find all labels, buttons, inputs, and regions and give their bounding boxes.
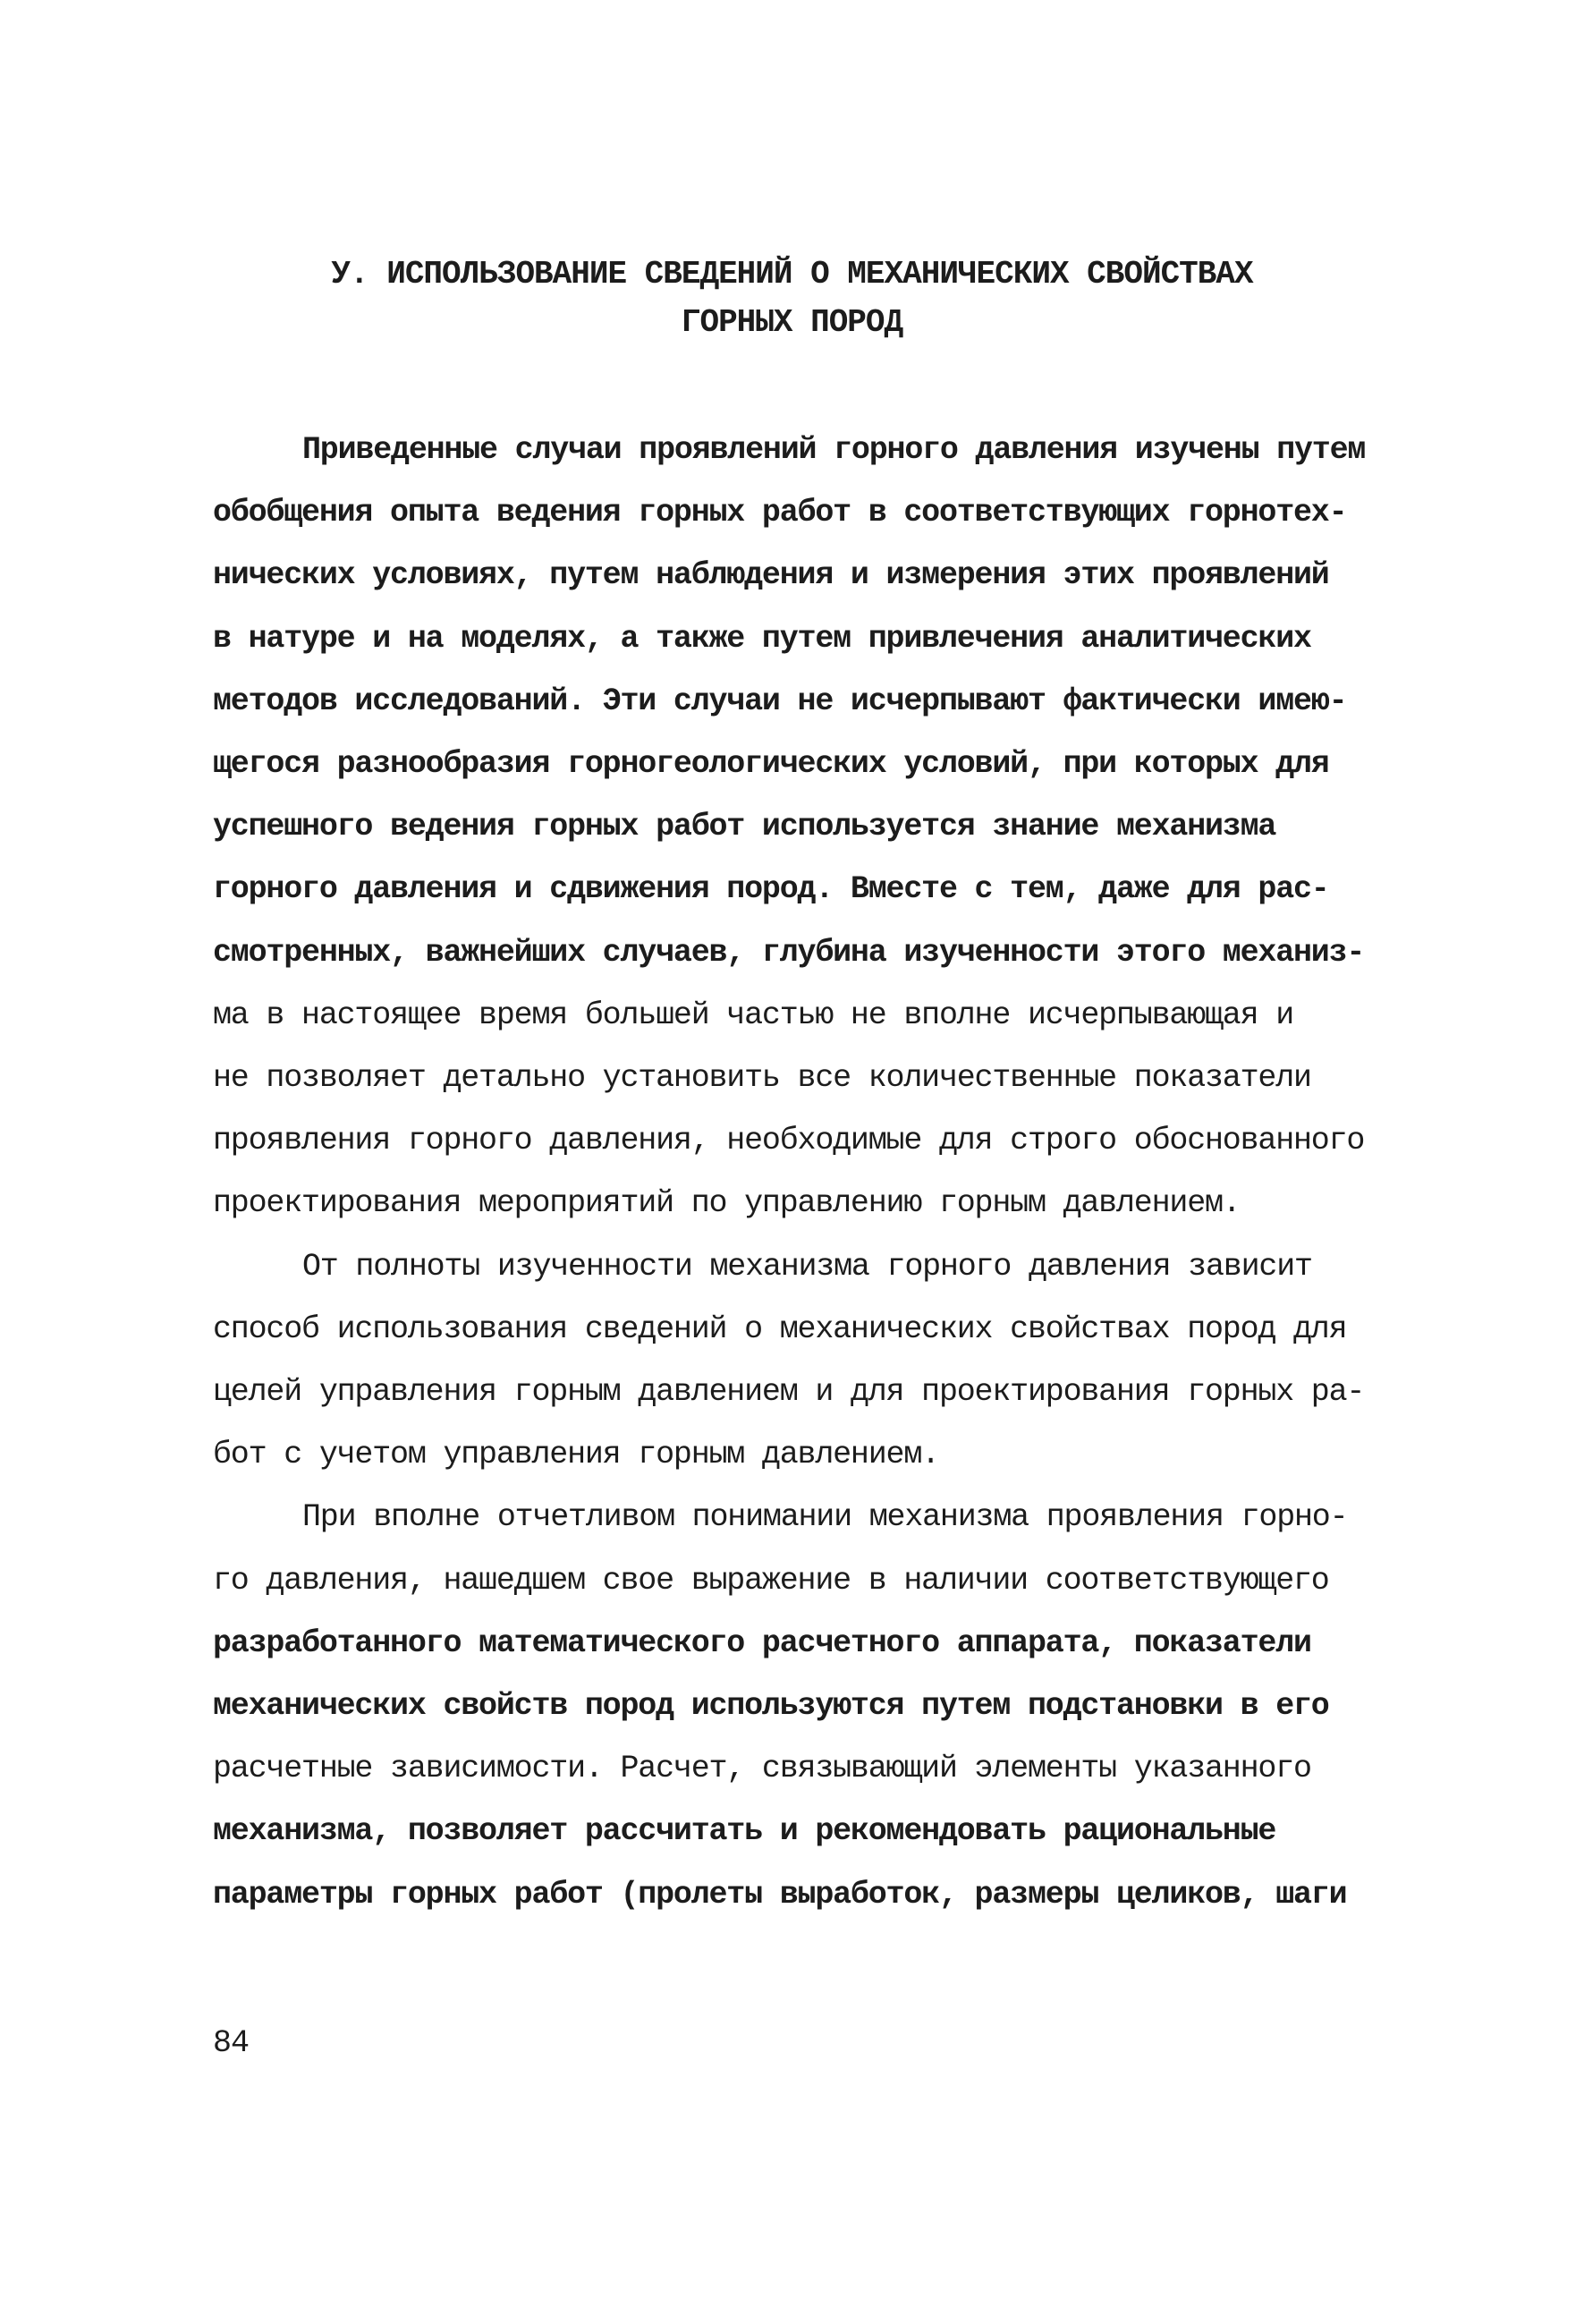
text-line: проектирования мероприятий по управлению горным давлением. <box>213 1185 1241 1222</box>
text-line: способ использования сведений о механических свойствах пород для <box>213 1310 1347 1347</box>
text-line: го давления, нашедшем свое выражение в наличии соответствующего <box>213 1562 1329 1599</box>
text-line: ма в настоящее время большей частью не вполне исчерпывающая и <box>213 997 1294 1033</box>
text-line: целей управления горным давлением и для проектирования горных ра- <box>213 1374 1365 1411</box>
text-line: параметры горных работ (пролеты выработок, размеры целиков, шаги <box>213 1876 1347 1913</box>
text-line: не позволяет детально установить все количественные показатели <box>213 1060 1311 1097</box>
text-line: щегося разнообразия горногеологических условий, при которых для <box>213 746 1329 783</box>
text-line: механизма, позволяет рассчитать и рекомендовать рациональные <box>213 1813 1276 1850</box>
text-line: Приведенные случаи проявлений горного давления изучены путем <box>302 432 1366 468</box>
text-line: в натуре и на моделях, а также путем привлечения аналитических <box>213 620 1311 657</box>
text-line: расчетные зависимости. Расчет, связывающий элементы указанного <box>213 1751 1311 1787</box>
text-line: От полноты изученности механизма горного давления зависит <box>302 1248 1312 1285</box>
text-line: обобщения опыта ведения горных работ в соответствующих горнотех- <box>213 495 1347 531</box>
text-line: бот с учетом управления горным давлением. <box>213 1437 939 1473</box>
body-text <box>213 419 1402 1926</box>
text-line: механических свойств пород используются путем подстановки в его <box>213 1688 1329 1725</box>
text-line: проявления горного давления, необходимые для строго обоснованного <box>213 1123 1365 1159</box>
section-title-line-2: ГОРНЫХ ПОРОД <box>681 304 903 341</box>
text-line: При вполне отчетливом понимании механизма проявления горно- <box>302 1499 1348 1536</box>
text-line: горного давления и сдвижения пород. Вместе с тем, даже для рас- <box>213 871 1329 908</box>
page-number: 84 <box>213 2025 250 2061</box>
text-line: методов исследований. Эти случаи не исчерпывают фактически имею- <box>213 683 1347 719</box>
text-line: успешного ведения горных работ используется знание механизма <box>213 809 1276 845</box>
text-line: смотренных, важнейших случаев, глубина изученности этого механиз- <box>213 934 1365 971</box>
text-line: нических условиях, путем наблюдения и измерения этих проявлений <box>213 557 1329 594</box>
text-line: разработанного математического расчетного аппарата, показатели <box>213 1624 1311 1661</box>
section-title-line-1: У. ИСПОЛЬЗОВАНИЕ СВЕДЕНИЙ О МЕХАНИЧЕСКИХ СВОЙСТВАХ <box>331 256 1253 293</box>
